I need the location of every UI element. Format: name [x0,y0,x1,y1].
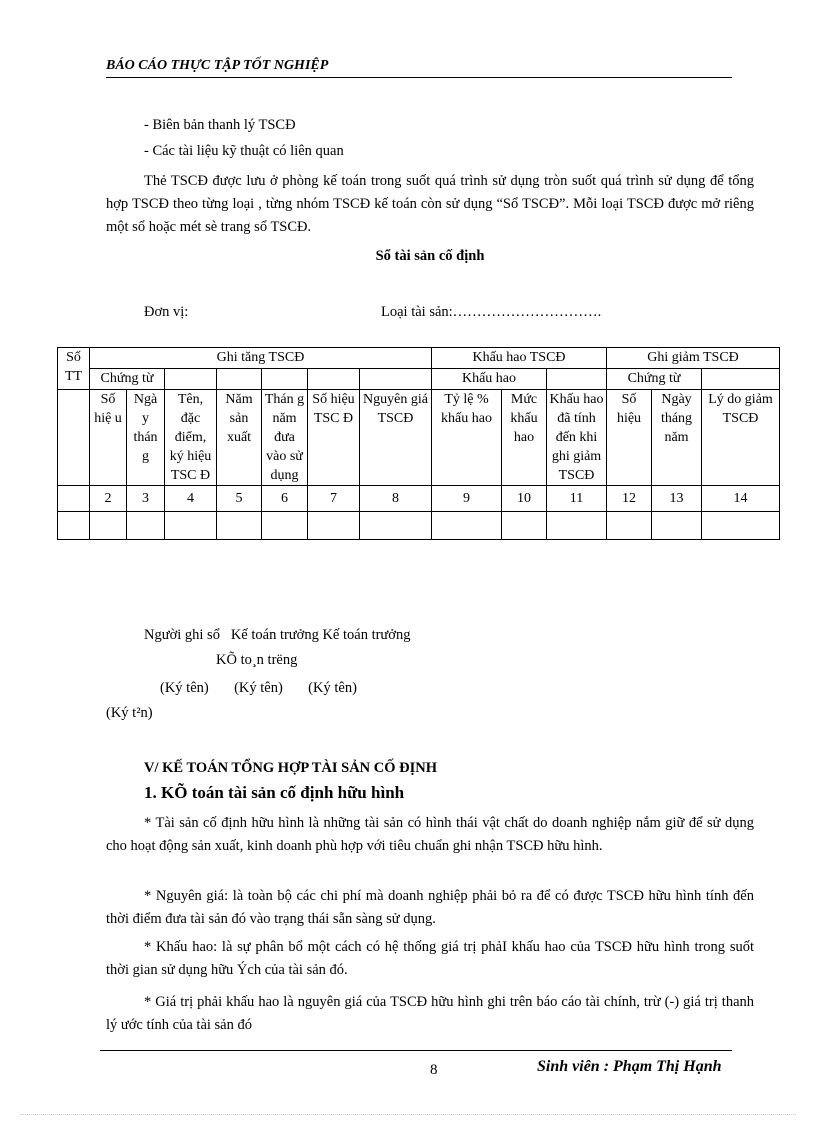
col-number: 2 [90,486,127,512]
col-header: Lý do giảm TSCĐ [702,390,780,486]
col-header: Nguyên giá TSCĐ [360,390,432,486]
col-header: Thán g năm đưa vào sử dụng [262,390,308,486]
col-number: 5 [217,486,262,512]
intro-line-2: - Các tài liệu kỹ thuật có liên quan [144,143,344,159]
col-number: 12 [607,486,652,512]
signature-titles: Người ghi sổ Kế toán trưởng Kế toán trưởng [144,627,411,643]
intro-paragraph: Thẻ TSCĐ được lưu ở phòng kế toán trong suốt quá trình sử dụng tròn suốt quá trình sử dụng để tổng hợp TSCĐ theo từng loại , từng nhóm TSCĐ kế toán còn sử dụng “Sổ TSCĐ”. Mỗi loại TSCĐ được mở riêng một sổ hoặc mét sè trang sổ TSCĐ. [106,173,754,235]
col-number: 9 [432,486,502,512]
section-heading: V/ KẾ TOÁN TỔNG HỢP TÀI SẢN CỐ ĐỊNH [144,760,438,776]
col-header: Ngày tháng năm [652,390,702,486]
student-name: Sinh viên : Phạm Thị Hạnh [537,1058,722,1075]
col-header: Năm sản xuất [217,390,262,486]
section-subheading: 1. KÕ toán tài sản cố định hữu hình [144,783,405,802]
col-header: Ngà y thán g [127,390,165,486]
header-voucher: Chứng từ [90,369,165,390]
col-header: Mức khấu hao [502,390,547,486]
header-stt: Số TT [58,348,90,390]
col-header: Số hiệu TSC Đ [308,390,360,486]
intro-line-1: - Biên bản thanh lý TSCĐ [144,117,296,133]
footer-divider [100,1050,732,1051]
paragraph-2: * Nguyên giá: là toàn bộ các chi phí mà doanh nghiệp phải bỏ ra để có được TSCĐ hữu hình tính đến thời điểm đưa tài sản đó vào trạng thái sẵn sàng sử dụng. [106,888,754,927]
paragraph-3: * Khấu hao: là sự phân bổ một cách có hệ thống giá trị phảI khấu hao của TSCĐ hữu hình trong suốt thời gian sử dụng hữu Ých của tài sản đó. [106,939,754,978]
col-number: 13 [652,486,702,512]
col-number: 7 [308,486,360,512]
header-depreciation: Khấu hao TSCĐ [432,348,607,369]
unit-label: Đơn vị: [144,304,189,320]
col-header: Số hiệu [607,390,652,486]
header-voucher-2: Chứng từ [607,369,702,390]
col-header: Khấu hao đã tính đến khi ghi giảm TSCĐ [547,390,607,486]
asset-type-label: Loại tài sản:…………………………. [381,304,602,320]
col-number: 11 [547,486,607,512]
page-header: BÁO CÁO THỰC TẬP TỐT NGHIỆP [106,58,732,78]
page-number: 8 [430,1062,438,1078]
paragraph-4: * Giá trị phải khấu hao là nguyên giá của TSCĐ hữu hình ghi trên báo cáo tài chính, trừ (-) giá trị thanh lý ước tính của tài sản đó [106,994,754,1033]
fixed-asset-ledger-table [57,347,780,540]
table-row [58,512,780,540]
col-number: 3 [127,486,165,512]
col-header: Tỷ lệ % khấu hao [432,390,502,486]
paragraph-1: * Tài sản cố định hữu hình là những tài sản có hình thái vật chất do doanh nghiệp nắm giữ để sử dụng cho hoạt động sản xuất, kinh doanh phù hợp với tiêu chuẩn ghi nhận TSCĐ hữu hình. [106,815,754,854]
col-number: 8 [360,486,432,512]
header-increase: Ghi tăng TSCĐ [90,348,432,369]
header-decrease: Ghi giảm TSCĐ [607,348,780,369]
signature-placeholders: (Ký tên) (Ký tên) (Ký tên) [160,680,357,696]
col-number: 14 [702,486,780,512]
col-header: Số hiệ u [90,390,127,486]
ledger-title: Sổ tài sản cố định [375,248,485,264]
signature-title-4: KÕ to¸n trëng [216,652,298,668]
col-number [58,486,90,512]
col-number: 6 [262,486,308,512]
col-number: 4 [165,486,217,512]
page-bottom-border [20,1114,796,1115]
signature-placeholder-4: (Ký t²n) [106,705,153,721]
header-depreciation-sub: Khấu hao [432,369,547,390]
col-number: 10 [502,486,547,512]
col-header: Tên, đặc điểm, ký hiệu TSC Đ [165,390,217,486]
